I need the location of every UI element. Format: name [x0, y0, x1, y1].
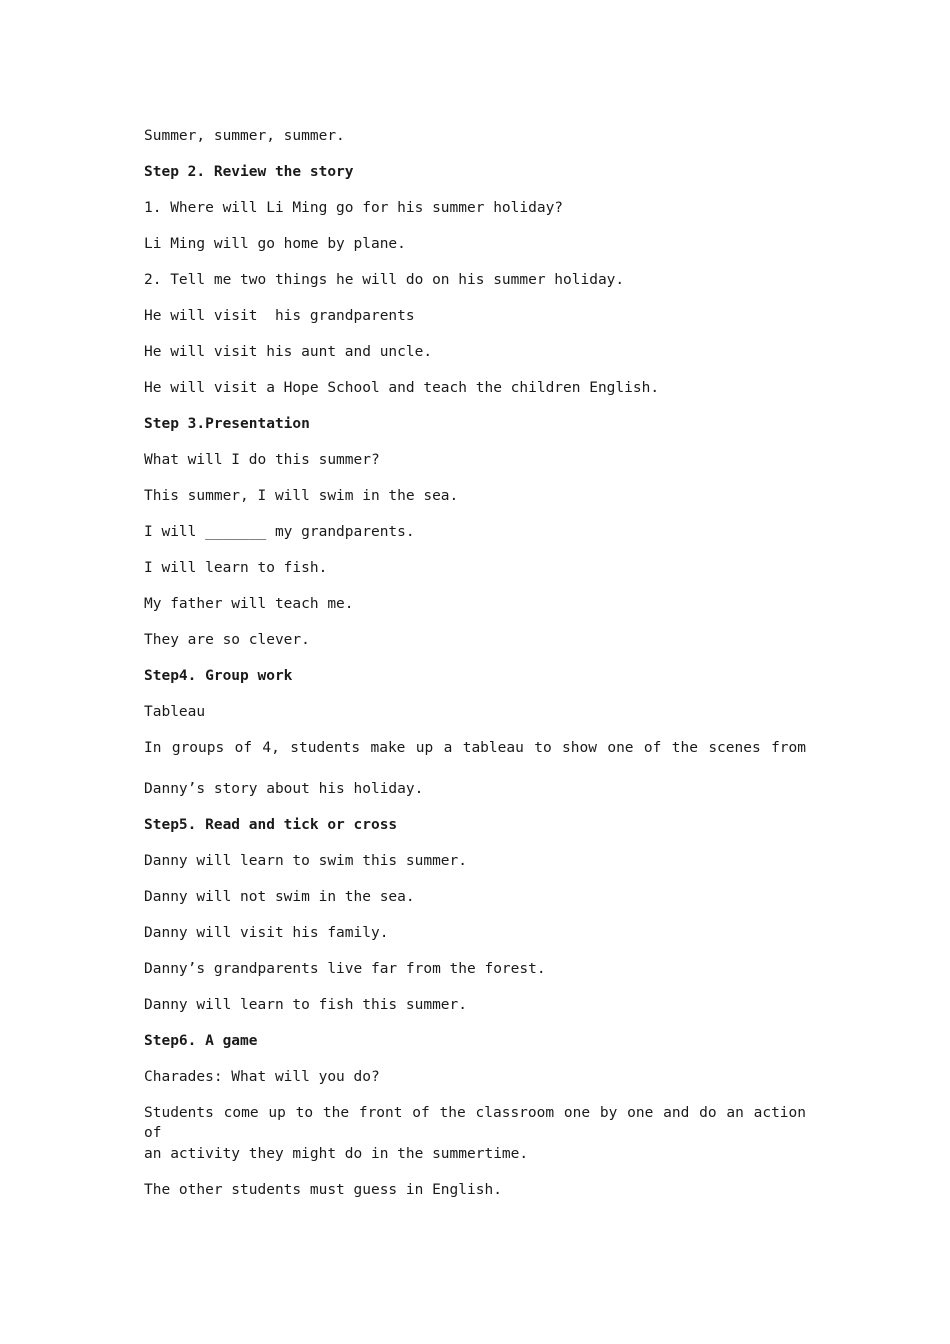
section-heading-step-4: Step4. Group work [144, 668, 293, 684]
text-line: Tableau [144, 704, 206, 720]
section-heading-step-2: Step 2. Review the story [144, 164, 354, 180]
answer-2c: He will visit a Hope School and teach the children English. [144, 380, 660, 396]
question-2: 2. Tell me two things he will do on his summer holiday. [144, 272, 625, 288]
statement-item: Danny will learn to swim this summer. [144, 853, 468, 869]
statement-item: Danny’s grandparents live far from the forest. [144, 961, 546, 977]
text-line: Summer, summer, summer. [144, 128, 345, 144]
statement-item: Danny will visit his family. [144, 925, 389, 941]
paragraph-line: Danny’s story about his holiday. [144, 781, 424, 797]
fill-in-blank-line: I will _______ my grandparents. [144, 524, 415, 540]
section-heading-step-5: Step5. Read and tick or cross [144, 817, 398, 833]
paragraph-line: an activity they might do in the summertime. [144, 1146, 529, 1162]
document-body [144, 126, 806, 1216]
section-heading-step-3: Step 3.Presentation [144, 416, 310, 432]
answer-1: Li Ming will go home by plane. [144, 236, 406, 252]
text-line: The other students must guess in English. [144, 1182, 502, 1198]
text-line: They are so clever. [144, 632, 310, 648]
text-line: What will I do this summer? [144, 452, 380, 468]
paragraph-line-justified: Students come up to the front of the classroom one by one and do an action of [144, 1105, 806, 1141]
statement-item: Danny will learn to fish this summer. [144, 997, 468, 1013]
text-line: I will learn to fish. [144, 560, 328, 576]
text-line: My father will teach me. [144, 596, 354, 612]
question-1: 1. Where will Li Ming go for his summer holiday? [144, 200, 564, 216]
text-line: This summer, I will swim in the sea. [144, 488, 459, 504]
answer-2b: He will visit his aunt and uncle. [144, 344, 433, 360]
paragraph-line-justified: In groups of 4, students make up a tableau to show one of the scenes from [144, 740, 806, 756]
answer-2a: He will visit his grandparents [144, 308, 415, 324]
section-heading-step-6: Step6. A game [144, 1033, 258, 1049]
text-line: Charades: What will you do? [144, 1069, 380, 1085]
statement-item: Danny will not swim in the sea. [144, 889, 415, 905]
